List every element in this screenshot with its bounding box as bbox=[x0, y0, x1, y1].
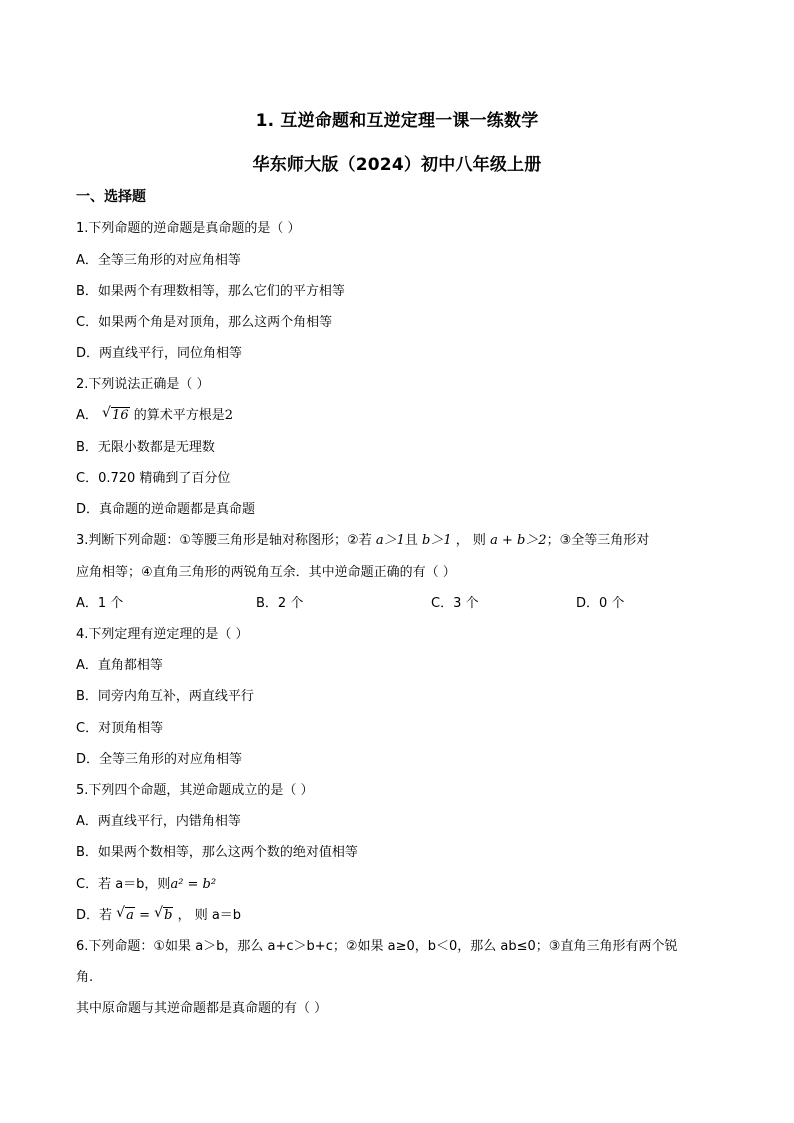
question-3-option-c: C．3 个 bbox=[431, 596, 479, 611]
equals-sign: = bbox=[139, 908, 150, 923]
stem-text: ， 则 bbox=[455, 533, 486, 548]
document-subtitle: 华东师大版（2024）初中八年级上册 bbox=[252, 155, 542, 175]
stem-text: 且 bbox=[404, 533, 418, 548]
condition-b: b＞1 bbox=[422, 533, 452, 548]
section-heading: 一、选择题 bbox=[76, 189, 146, 205]
option-a-number: 2 bbox=[224, 408, 234, 423]
question-5-option-d bbox=[76, 904, 241, 923]
question-2-option-c: C．0.720 精确到了百分位 bbox=[76, 471, 231, 486]
question-3-stem-line-2: 应角相等；④直角三角形的两锐角互余．其中逆命题正确的有（ ） bbox=[76, 565, 456, 580]
question-6-stem-line-2: 角. bbox=[76, 970, 94, 985]
question-2-option-a bbox=[76, 404, 233, 423]
option-c-math: a² = b² bbox=[170, 877, 217, 892]
question-3-stem-line-1 bbox=[76, 529, 649, 548]
question-1-stem: 1.下列命题的逆命题是真命题的是（ ） bbox=[76, 221, 301, 236]
question-4-option-c: C．对顶角相等 bbox=[76, 721, 164, 736]
question-6-stem-line-3: 其中原命题与其逆命题都是真命题的有（ ） bbox=[76, 1001, 328, 1016]
stem-text: 3.判断下列命题：①等腰三角形是轴对称图形；②若 bbox=[76, 533, 372, 548]
question-1-option-b: B．如果两个有理数相等，那么它们的平方相等 bbox=[76, 284, 345, 299]
option-c-text: C．若 a＝b，则 bbox=[76, 877, 171, 892]
radicand-b: b bbox=[164, 908, 173, 923]
sqrt-b: √ b bbox=[154, 905, 173, 923]
question-3-option-d: D．0 个 bbox=[576, 596, 625, 611]
question-5-option-c bbox=[76, 873, 216, 892]
question-4-option-d: D．全等三角形的对应角相等 bbox=[76, 752, 243, 767]
question-1-option-d: D．两直线平行，同位角相等 bbox=[76, 346, 243, 361]
question-2-option-b: B．无限小数都是无理数 bbox=[76, 440, 215, 455]
question-4-option-b: B．同旁内角互补，两直线平行 bbox=[76, 689, 254, 704]
option-a-text: 的算术平方根是 bbox=[133, 408, 225, 423]
question-3-option-b: B．2 个 bbox=[256, 596, 304, 611]
option-d-text: D．若 bbox=[76, 908, 113, 923]
stem-text: ；③全等三角形对 bbox=[546, 533, 650, 548]
sqrt-a: √ a bbox=[116, 905, 134, 923]
question-4-option-a: A．直角都相等 bbox=[76, 658, 163, 673]
question-5-stem: 5.下列四个命题，其逆命题成立的是（ ） bbox=[76, 783, 314, 798]
condition-a: a＞1 bbox=[375, 533, 405, 548]
question-3-option-a: A．1 个 bbox=[76, 596, 124, 611]
radicand-a: a bbox=[126, 908, 134, 923]
sqrt-expression: √ 16 bbox=[102, 405, 129, 423]
question-2-option-d: D．真命题的逆命题都是真命题 bbox=[76, 502, 256, 517]
question-6-stem-line-1: 6.下列命题：①如果 a＞b，那么 a+c＞b+c；②如果 a≥0，b＜0，那么 ab≤0；③直角三角形有两个锐 bbox=[76, 939, 678, 954]
question-2-stem: 2.下列说法正确是（ ） bbox=[76, 377, 210, 392]
question-1-option-c: C．如果两个角是对顶角，那么这两个角相等 bbox=[76, 315, 333, 330]
question-1-option-a: A．全等三角形的对应角相等 bbox=[76, 253, 241, 268]
radicand: 16 bbox=[112, 408, 129, 423]
question-4-stem: 4.下列定理有逆定理的是（ ） bbox=[76, 627, 249, 642]
document-title: 1. 互逆命题和互逆定理一课一练数学 bbox=[255, 111, 539, 131]
option-d-conclusion: ， 则 a＝b bbox=[177, 908, 242, 923]
question-5-option-a: A．两直线平行，内错角相等 bbox=[76, 814, 241, 829]
question-5-option-b: B．如果两个数相等，那么这两个数的绝对值相等 bbox=[76, 845, 358, 860]
conclusion: a + b＞2 bbox=[490, 533, 547, 548]
option-a-label: A． bbox=[76, 408, 98, 423]
